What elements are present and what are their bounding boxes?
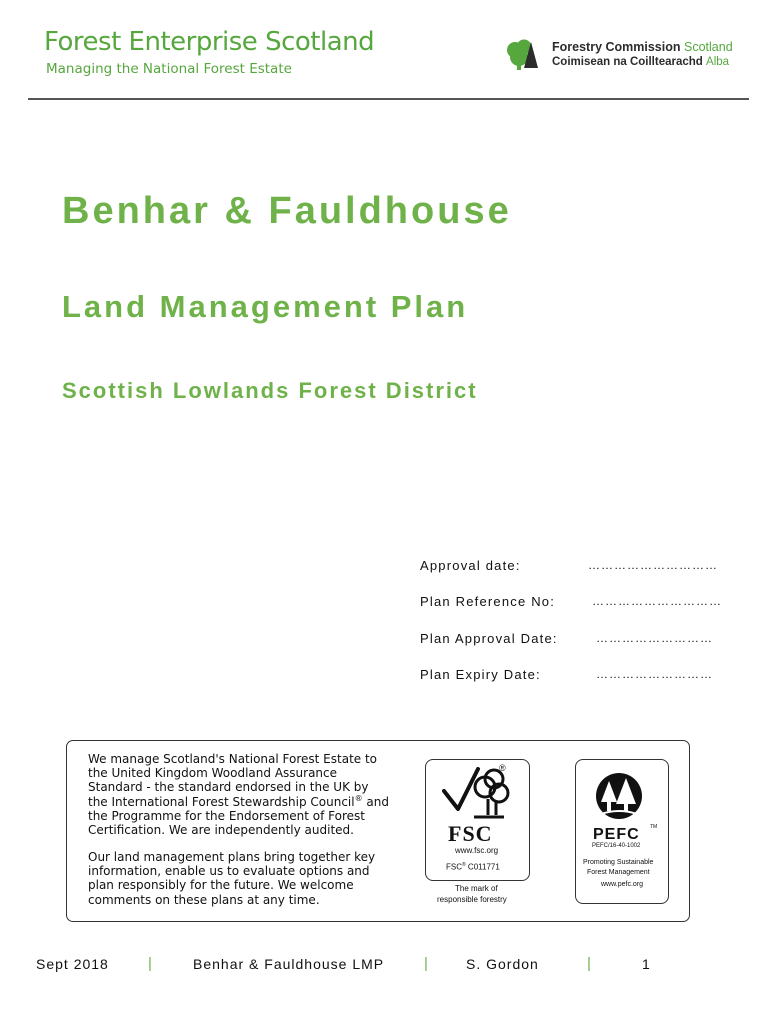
cert-line: Certification. We are independently audited. <box>88 823 354 838</box>
fsc-url: www.fsc.org <box>455 846 499 855</box>
plans-paragraph <box>88 850 403 907</box>
pefc-url: www.pefc.org <box>601 881 644 888</box>
fc-gaelic-main: Coimisean na Coilltearachd <box>552 56 703 68</box>
cert-line: the Programme for the Endorsement of Forest <box>88 808 365 823</box>
plans-line: information, enable us to evaluate options and <box>88 864 370 879</box>
fsc-code-sup: ® <box>462 862 466 868</box>
fsc-code <box>446 862 500 872</box>
fsc-caption-line2: responsible forestry <box>437 895 507 904</box>
pefc-logo-text: PEFC <box>593 826 640 843</box>
plans-line: plan responsibly for the future. We welcome <box>88 878 354 893</box>
cert-line <box>88 795 403 809</box>
plan-expiry-date-value: ……………………… <box>596 667 713 681</box>
plan-expiry-date-label: Plan Expiry Date: <box>420 667 541 682</box>
footer-date: Sept 2018 <box>36 956 109 972</box>
plan-approval-date-value: ……………………… <box>596 631 713 645</box>
fsc-logo-text: FSC <box>448 821 493 846</box>
plans-line: Our land management plans bring together key <box>88 850 376 864</box>
plan-approval-date-label: Plan Approval Date: <box>420 631 558 646</box>
fc-name <box>552 40 733 54</box>
site-title: Benhar & Fauldhouse <box>62 190 512 232</box>
forestry-commission-tree-icon <box>504 38 538 72</box>
header-divider <box>28 98 749 100</box>
org-subtitle: Managing the National Forest Estate <box>46 61 292 77</box>
fc-name-main: Forestry Commission <box>552 40 681 54</box>
org-title: Forest Enterprise Scotland <box>44 27 375 57</box>
approval-date-label: Approval date: <box>420 558 521 573</box>
fsc-caption-line1: The mark of <box>455 884 498 893</box>
fsc-tree-check-icon <box>438 763 518 825</box>
fsc-code-number: C011771 <box>465 862 500 872</box>
footer-separator: | <box>587 955 591 972</box>
cert-line-text: the International Forest Stewardship Council <box>88 794 355 809</box>
pefc-caption-line1: Promoting Sustainable <box>583 859 654 866</box>
district-title: Scottish Lowlands Forest District <box>62 378 478 403</box>
cert-line: Standard - the standard endorsed in the UK by <box>88 780 369 795</box>
footer-author: S. Gordon <box>466 956 539 972</box>
footer-document: Benhar & Fauldhouse LMP <box>193 956 385 972</box>
approval-date-value: ………………………… <box>588 558 718 572</box>
plans-line: comments on these plans at any time. <box>88 892 320 907</box>
pefc-code: PEFC/16-40-1002 <box>592 843 641 849</box>
fc-gaelic-accent: Alba <box>706 56 730 68</box>
fsc-registered-mark: ® <box>499 763 506 773</box>
pefc-trees-icon <box>591 768 647 824</box>
footer-separator: | <box>424 955 428 972</box>
registered-mark: ® <box>354 793 363 803</box>
footer-separator: | <box>148 955 152 972</box>
pefc-tm-mark: TM <box>650 824 658 830</box>
plan-reference-value: ………………………… <box>592 594 722 608</box>
certification-paragraph <box>88 752 403 837</box>
fsc-code-prefix: FSC <box>446 862 462 872</box>
fc-gaelic <box>552 56 729 68</box>
pefc-caption-line2: Forest Management <box>587 869 650 876</box>
cert-line-tail: and <box>362 794 389 809</box>
cert-line: We manage Scotland's National Forest Estate to <box>88 752 378 766</box>
plan-reference-label: Plan Reference No: <box>420 594 556 609</box>
cert-line: the United Kingdom Woodland Assurance <box>88 766 338 781</box>
fc-name-accent: Scotland <box>684 40 733 54</box>
footer-page-number: 1 <box>642 956 651 972</box>
doc-type-title: Land Management Plan <box>62 289 469 324</box>
